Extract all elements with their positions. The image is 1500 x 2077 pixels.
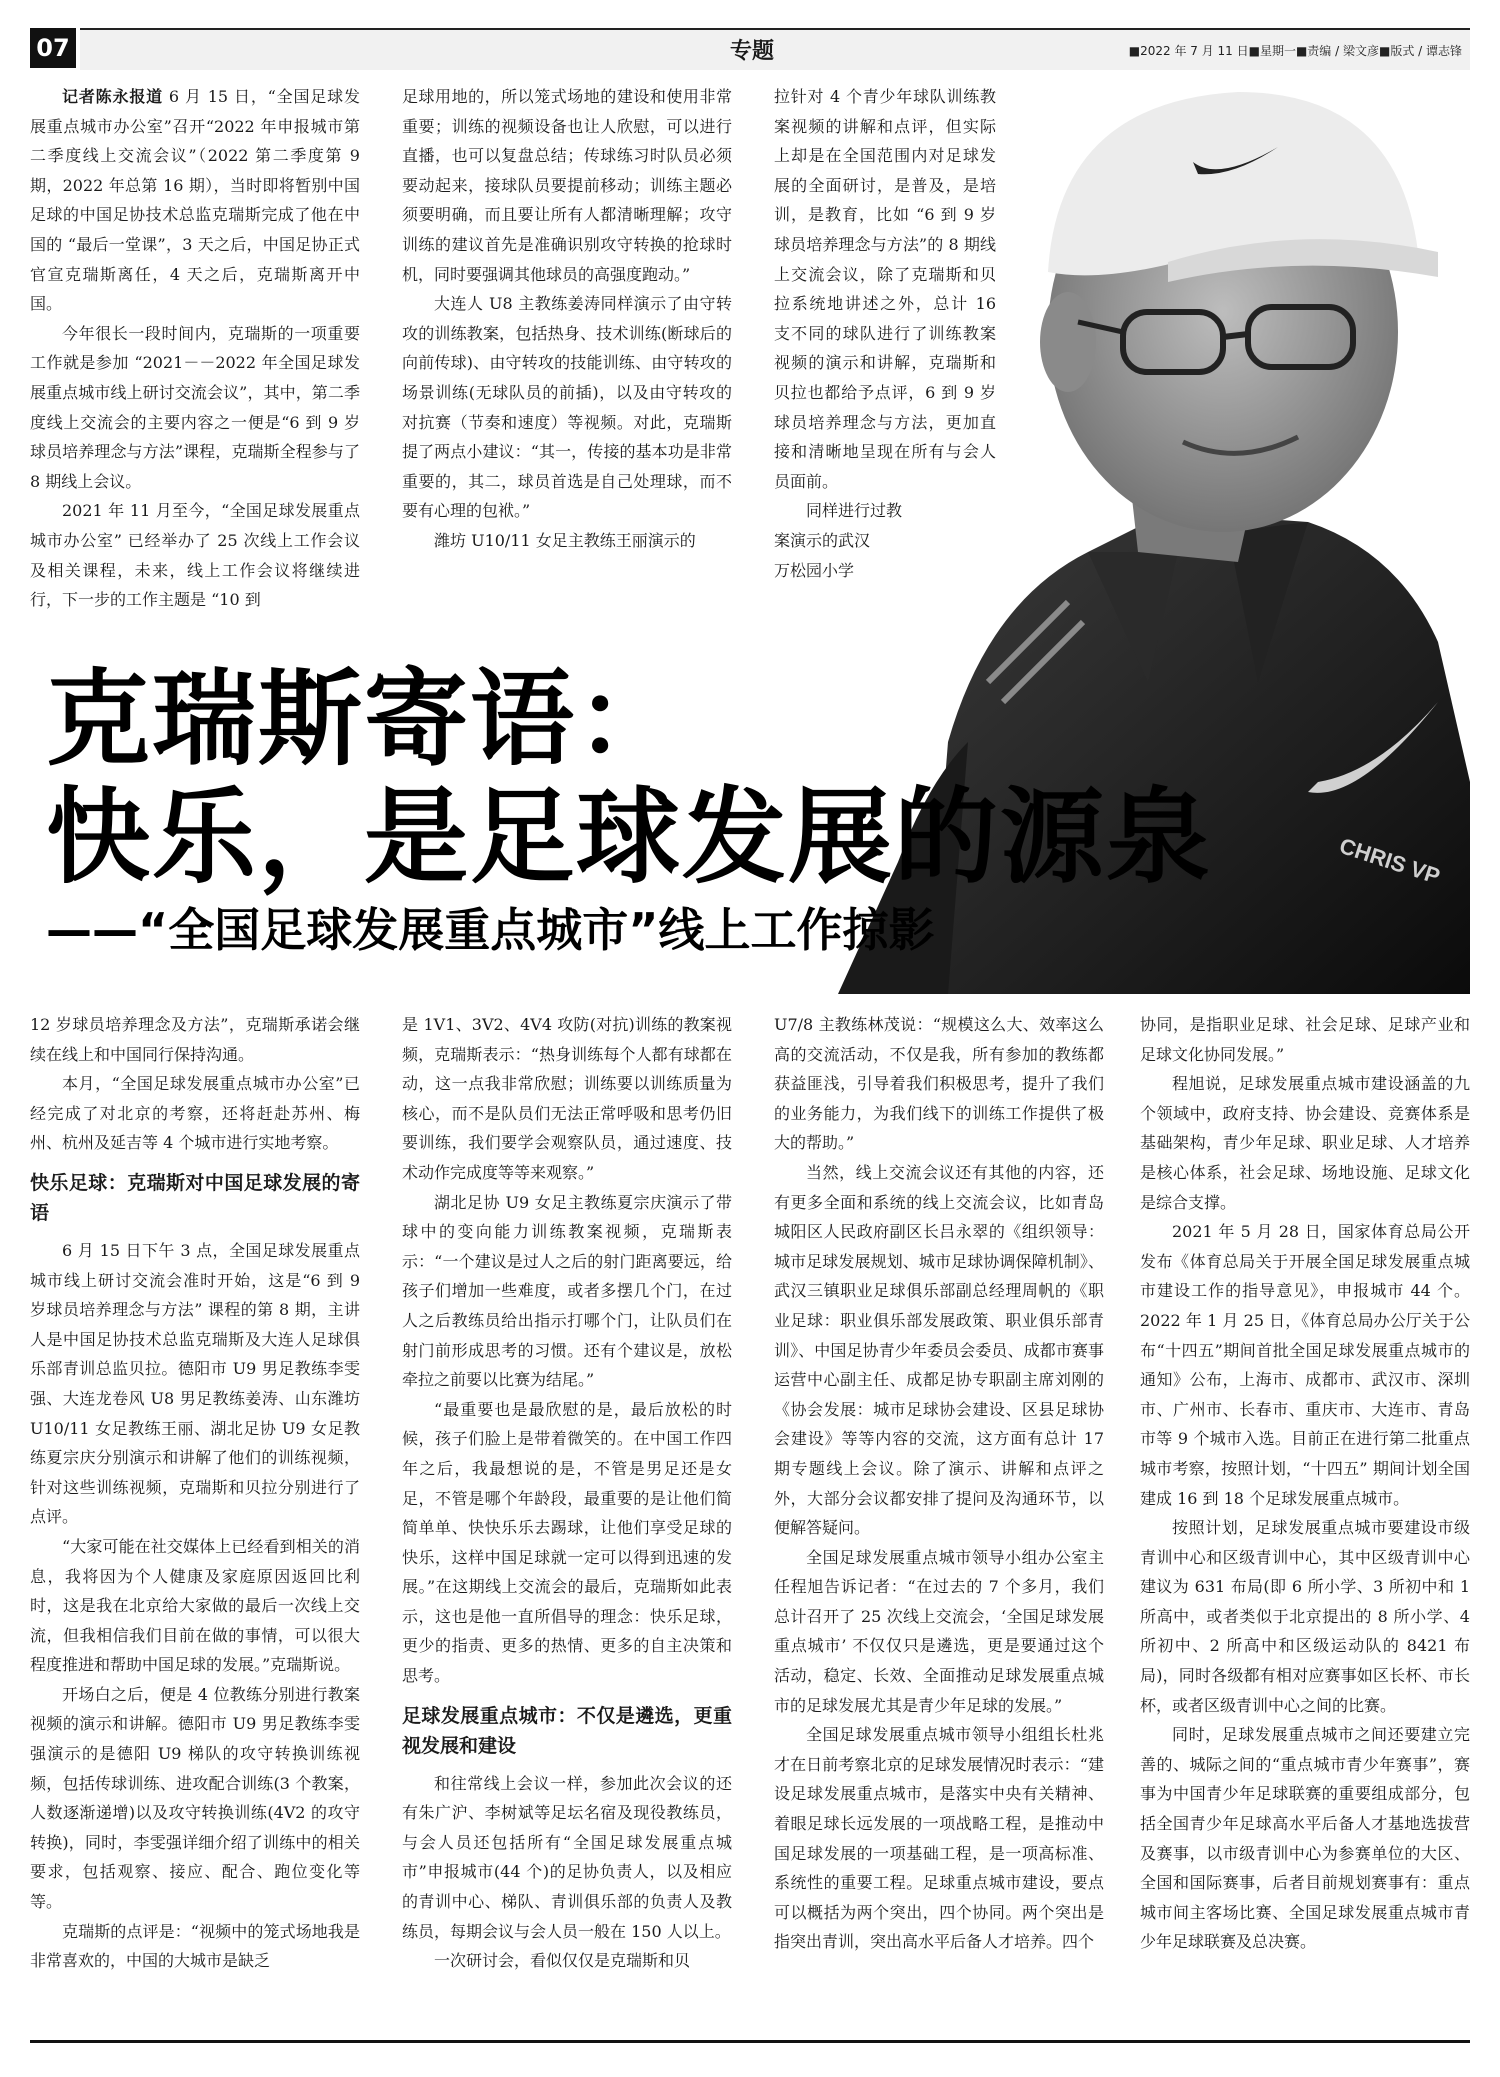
top-col-1 xyxy=(30,82,360,615)
byline: 记者陈永报道 xyxy=(62,87,163,106)
headline-line-2: 快乐，是足球发展的源泉 xyxy=(46,776,1213,898)
paragraph: 潍坊 U10/11 女足主教练王丽演示的 xyxy=(434,530,696,550)
paragraph: 2021 年 11 月至今，“全国足球发展重点城市办公室” 已经举办了 25 次线上工作会议及相关课程，未来，线上工作会议将继续进行，下一步的工作主题是 “10 到 xyxy=(30,501,360,610)
subheading: 足球发展重点城市：不仅是遴选，更重视发展和建设 xyxy=(402,1704,732,1757)
paragraph: 克瑞斯的点评是：“视频中的笼式场地我是非常喜欢的，中国的大城市是缺乏 xyxy=(30,1921,360,1971)
section-title: 专题 xyxy=(730,39,775,64)
paragraph: 协同，是指职业足球、社会足球、足球产业和足球文化协同发展。” xyxy=(1140,1015,1470,1064)
paragraph: 足球用地的，所以笼式场地的建设和使用非常重要；训练的视频设备也让人欣慰，可以进行直播，也可以复盘总结；传球练习时队员必须要动起来，接球队员要提前移动；训练主题必须要明确，而且要让所有人都清晰理解；攻守训练的建议首先是准确识别攻守转换的抢球时机，同时要强调其他球员的高强度跑动。” xyxy=(402,87,732,284)
bottom-col-3 xyxy=(774,1010,1104,1957)
paragraph: “最重要也是最欣慰的是，最后放松的时候，孩子们脸上是带着微笑的。在中国工作四年之后，我最想说的是，不管是男足还是女足，不管是哪个年龄段，最重要的是让他们简简单单、快快乐乐去踢球，让他们享受足球的快乐，这样中国足球就一定可以得到迅速的发展。”在这期线上交流会的最后，克瑞斯如此表示，这也是他一直所倡导的理念：快乐足球，更少的指责、更多的热情、更多的自主决策和思考。 xyxy=(402,1399,732,1686)
paragraph: 拉针对 4 个青少年球队训练教案视频的讲解和点评，但实际上却是在全国范围内对足球发展的全面研讨，是普及，是培训，是教育，比如 “6 到 9 岁球员培养理念与方法”的 8 期线上交流会议，除了克瑞斯和贝拉系统地讲述之外，总计 16 支不同的球队进行了训练教案视频的演示和讲解，克瑞斯和贝拉也都给予点评，6 到 9 岁球员培养理念与方法，更加直接和清晰地呈现在所有与会人员面前。 xyxy=(774,87,996,491)
top-col-3 xyxy=(774,82,996,585)
paragraph: 同样进行过教 xyxy=(806,501,903,521)
paragraph: 万松园小学 xyxy=(774,560,855,580)
headline-line-1: 克瑞斯寄语： xyxy=(46,658,683,780)
paragraph: 6 月 15 日下午 3 点，全国足球发展重点城市线上研讨交流会准时开始，这是“6 到 9 岁球员培养理念与方法” 课程的第 8 期，主讲人是中国足协技术总监克瑞斯及大连人足球俱乐部青训总监贝拉。德阳市 U9 男足教练李雯强、大连龙卷风 U8 男足教练姜涛、山东潍坊 U10/11 女足教练王丽、湖北足协 U9 女足教练夏宗庆分别演示和讲解了他们的训练视频，针对这些训练视频，克瑞斯和贝拉分别进行了点评。 xyxy=(30,1240,360,1527)
paragraph: 程旭说，足球发展重点城市建设涵盖的九个领域中，政府支持、协会建设、竞赛体系是基础架构，青少年足球、职业足球、人才培养是核心体系，社会足球、场地设施、足球文化是综合支撑。 xyxy=(1140,1074,1470,1212)
bottom-col-2 xyxy=(402,1010,732,1976)
paragraph: 是 1V1、3V2、4V4 攻防(对抗)训练的教案视频，克瑞斯表示：“热身训练每个人都有球都在动，这一点我非常欣慰；训练要以训练质量为核心，而不是队员们无法正常呼吸和思考仍旧要训练，我们要学会观察队员，通过速度、技术动作完成度等等来观察。” xyxy=(402,1015,732,1182)
paragraph: 今年很长一段时间内，克瑞斯的一项重要工作就是参加 “2021－－2022 年全国足球发展重点城市线上研讨交流会议”，其中，第二季度线上交流会的主要内容之一便是“6 到 9 岁球员培养理念与方法”课程，克瑞斯全程参与了 8 期线上会议。 xyxy=(30,323,360,491)
subheading: 快乐足球：克瑞斯对中国足球发展的寄语 xyxy=(30,1171,360,1224)
issue-meta: ■2022 年 7 月 11 日■星期一■责编 / 梁文彦■版式 / 谭志锋 xyxy=(1128,44,1462,58)
headline-subtitle: ——“全国足球发展重点城市”线上工作掠影 xyxy=(46,903,935,957)
header-bar xyxy=(80,28,1470,70)
paragraph: “大家可能在社交媒体上已经看到相关的消息，我将因为个人健康及家庭原因返回比利时，这是我在北京给大家做的最后一次线上交流，但我相信我们目前在做的事情，可以很大程度推进和帮助中国足球的发展。”克瑞斯说。 xyxy=(30,1536,360,1675)
paragraph: 一次研讨会，看似仅仅是克瑞斯和贝 xyxy=(434,1951,691,1971)
paragraph: 本月，“全国足球发展重点城市办公室”已经完成了对北京的考察，还将赶赴苏州、梅州、杭州及延吉等 4 个城市进行实地考察。 xyxy=(30,1074,360,1153)
lead-paragraph xyxy=(30,82,360,319)
paragraph: 同时，足球发展重点城市之间还要建立完善的、城际之间的“重点城市青少年赛事”，赛事为中国青少年足球联赛的重要组成部分，包括全国青少年足球高水平后备人才基地选拔营及赛事，以市级青训中心为参赛单位的大区、全国和国际赛事，后者目前规划赛事有：重点城市间主客场比赛、全国足球发展重点城市青少年足球联赛及总决赛。 xyxy=(1140,1725,1470,1952)
lead-text: 6 月 15 日，“全国足球发展重点城市办公室”召开“2022 年申报城市第二季度线上交流会议”（2022 第二季度第 9 期，2022 年总第 16 期），当时即将暂别中国足球的中国足协技术总监克瑞斯完成了他在中国的 “最后一堂课”，3 天之后，中国足协正式官宣克瑞斯离任，4 天之后，克瑞斯离开中国。 xyxy=(30,87,360,314)
paragraph: 按照计划，足球发展重点城市要建设市级青训中心和区级青训中心，其中区级青训中心建议为 631 布局(即 6 所小学、3 所初中和 1 所高中，或者类似于北京提出的 8 所小学、4 所初中、2 所高中和区级运动队的 8421 布局)，同时各级都有相对应赛事如区长杯、市长杯，或者区级青训中心之间的比赛。 xyxy=(1140,1518,1470,1715)
paragraph: 大连人 U8 主教练姜涛同样演示了由守转攻的训练教案，包括热身、技术训练(断球后的向前传球)、由守转攻的技能训练、由守转攻的场景训练(无球队员的前插)，以及由守转攻的对抗赛（节奏和速度）等视频。对此，克瑞斯提了两点小建议：“其一，传接的基本功是非常重要的，其二，球员首选是自己处理球，而不要有心理的包袱。” xyxy=(402,294,732,521)
paragraph: 全国足球发展重点城市领导小组组长杜兆才在日前考察北京的足球发展情况时表示：“建设足球发展重点城市，是落实中央有关精神、着眼足球长远发展的一项战略工程，是推动中国足球发展的一项基础工程，是一项高标准、系统性的重要工程。足球重点城市建设，要点可以概括为两个突出，四个协同。两个突出是指突出青训，突出高水平后备人才培养。四个 xyxy=(774,1725,1104,1952)
headline-block xyxy=(46,660,1286,960)
paragraph: 湖北足协 U9 女足主教练夏宗庆演示了带球中的变向能力训练教案视频，克瑞斯表示：“一个建议是过人之后的射门距离要远，给孩子们增加一些难度，或者多摆几个门，在过人之后教练员给出指示打哪个门，让队员们在射门前形成思考的习惯。还有个建议是，放松牵拉之前要以比赛为结尾。” xyxy=(402,1192,732,1390)
paragraph: 全国足球发展重点城市领导小组办公室主任程旭告诉记者：“在过去的 7 个多月，我们总计召开了 25 次线上交流会，‘全国足球发展重点城市’ 不仅仅只是遴选，更是要通过这个活动，稳定、长效、全面推动足球发展重点城市的足球发展尤其是青少年足球的发展。” xyxy=(774,1547,1104,1715)
jersey-text: CHRIS VP xyxy=(1336,832,1444,889)
bottom-rule xyxy=(30,2040,1470,2043)
paragraph: 当然，线上交流会议还有其他的内容，还有更多全面和系统的线上交流会议，比如青岛城阳区人民政府副区长吕永翠的《组织领导：城市足球发展规划、城市足球协调保障机制》、武汉三镇职业足球俱乐部副总经理周帆的《职业足球：职业俱乐部发展政策、职业俱乐部青训》、中国足协青少年委员会委员、成都市赛事运营中心副主任、成都足协专职副主席刘刚的《协会发展：城市足球协会建设、区县足球协会建设》等等内容的交流，这方面有总计 17 期专题线上会议。除了演示、讲解和点评之外，大部分会议都安排了提问及沟通环节，以便解答疑问。 xyxy=(774,1162,1104,1538)
page-number: 07 xyxy=(30,28,76,68)
page-header xyxy=(30,28,1470,68)
top-col-2 xyxy=(402,82,732,556)
paragraph: U7/8 主教练林茂说：“规模这么大、效率这么高的交流活动，不仅是我，所有参加的教练都获益匪浅，引导着我们积极思考，提升了我们的业务能力，为我们线下的训练工作提供了极大的帮助。” xyxy=(774,1015,1104,1153)
paragraph: 和往常线上会议一样，参加此次会议的还有朱广沪、李树斌等足坛名宿及现役教练员，与会人员还包括所有“全国足球发展重点城市”申报城市(44 个)的足协负责人，以及相应的青训中心、梯队、青训俱乐部的负责人及教练员，每期会议与会人员一般在 150 人以上。 xyxy=(402,1773,732,1941)
bottom-col-4 xyxy=(1140,1010,1470,1957)
paragraph: 12 岁球员培养理念及方法”，克瑞斯承诺会继续在线上和中国同行保持沟通。 xyxy=(30,1015,360,1064)
paragraph: 开场白之后，便是 4 位教练分别进行教案视频的演示和讲解。德阳市 U9 男足教练李雯强演示的是德阳 U9 梯队的攻守转换训练视频，包括传球训练、进攻配合训练(3 个教案，人数逐渐递增)以及攻守转换训练(4V2 的攻守转换)，同时，李雯强详细介绍了训练中的相关要求，包括观察、接应、配合、跑位变化等等。 xyxy=(30,1684,360,1912)
bottom-col-1 xyxy=(30,1010,360,1976)
paragraph: 案演示的武汉 xyxy=(774,530,871,550)
paragraph: 2021 年 5 月 28 日，国家体育总局公开发布《体育总局关于开展全国足球发展重点城市建设工作的指导意见》，申报城市 44 个。2022 年 1 月 25 日，《体育总局办公厅关于公布“十四五”期间首批全国足球发展重点城市的通知》公布，上海市、成都市、武汉市、深圳市、广州市、长春市、重庆市、大连市、青岛市等 9 个城市入选。目前正在进行第二批重点城市考察，按照计划，“十四五” 期间计划全国建成 16 到 18 个足球发展重点城市。 xyxy=(1140,1222,1470,1508)
